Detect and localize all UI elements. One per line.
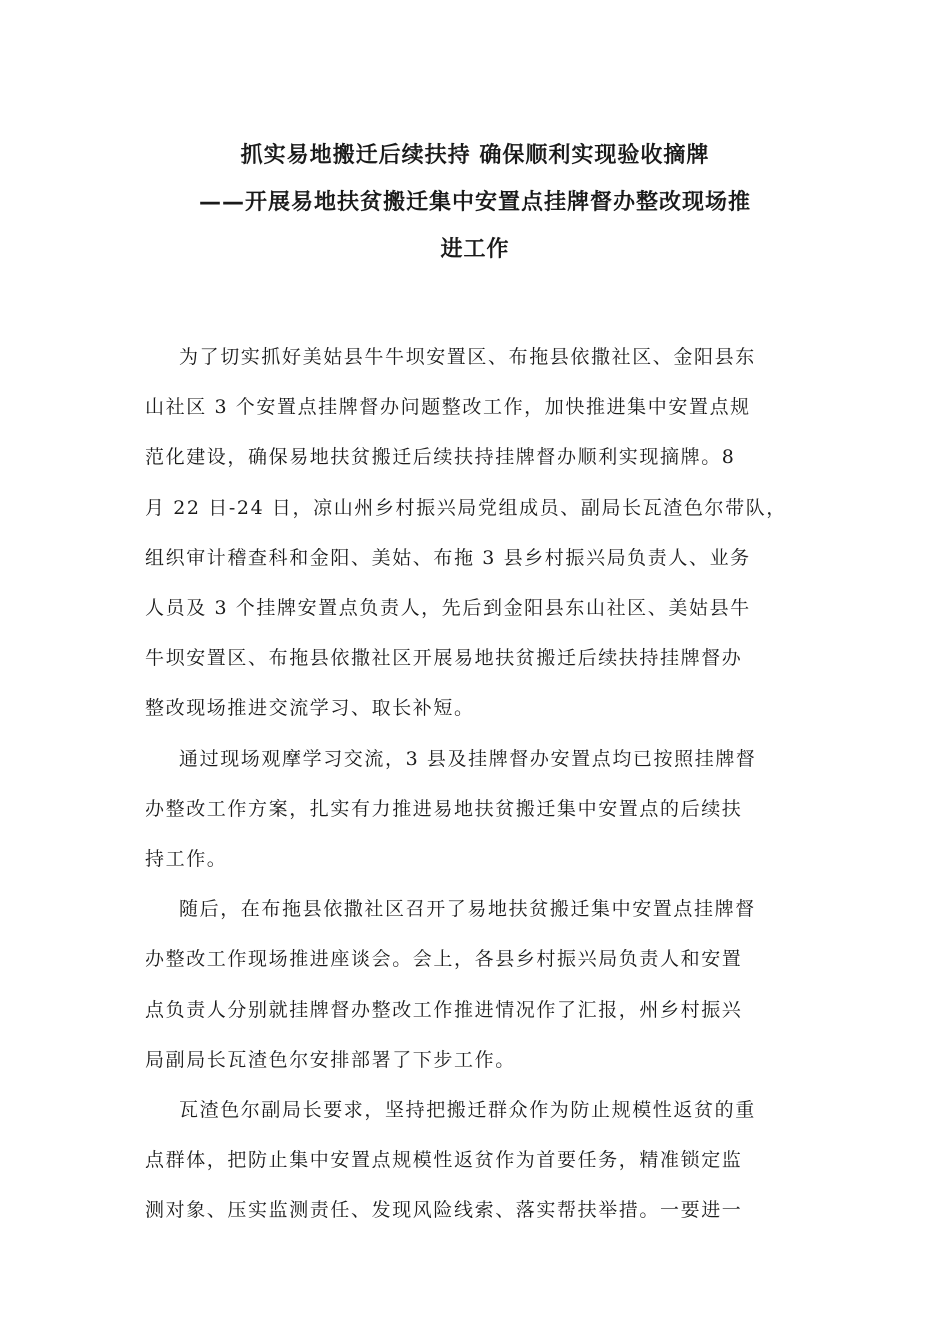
- document-body: [145, 332, 825, 1236]
- paragraph-line: 随后，在布拖县依撒社区召开了易地扶贫搬迁集中安置点挂牌督: [179, 898, 756, 921]
- paragraph-line: 点负责人分别就挂牌督办整改工作推进情况作了汇报，州乡村振兴: [145, 998, 743, 1021]
- paragraph-line: 办整改工作现场推进座谈会。会上，各县乡村振兴局负责人和安置: [145, 948, 743, 971]
- paragraph-line: 组织审计稽查科和金阳、美姑、布拖 3 县乡村振兴局负责人、业务: [145, 546, 751, 569]
- paragraph-line: 范化建设，确保易地扶贫搬迁后续扶持挂牌督办顺利实现摘牌。8: [145, 446, 736, 469]
- subtitle-line: ——开展易地扶贫搬迁集中安置点挂牌督办整改现场推: [198, 190, 751, 215]
- paragraph: [145, 884, 825, 1085]
- paragraph-line: 山社区 3 个安置点挂牌督办问题整改工作，加快推进集中安置点规: [145, 396, 751, 419]
- paragraph-line: 局副局长瓦渣色尔安排部署了下步工作。: [145, 1048, 516, 1071]
- paragraph-line: 瓦渣色尔副局长要求，坚持把搬迁群众作为防止规模性返贫的重: [179, 1099, 756, 1122]
- title-line: 抓实易地搬迁后续扶持 确保顺利实现验收摘牌: [240, 143, 710, 168]
- paragraph-line: 测对象、压实监测责任、发现风险线索、落实帮扶举措。一要进一: [145, 1199, 743, 1222]
- paragraph-line: 月 22 日-24 日，凉山州乡村振兴局党组成员、副局长瓦渣色尔带队，: [145, 496, 787, 519]
- paragraph-line: 整改现场推进交流学习、取长补短。: [145, 697, 475, 720]
- paragraph: [145, 332, 825, 734]
- paragraph: [145, 1085, 825, 1236]
- document-title: [100, 132, 850, 273]
- paragraph-line: 点群体，把防止集中安置点规模性返贫作为首要任务，精准锁定监: [145, 1149, 743, 1172]
- paragraph-line: 为了切实抓好美姑县牛牛坝安置区、布拖县依撒社区、金阳县东: [179, 346, 756, 368]
- paragraph-line: 持工作。: [145, 848, 228, 871]
- paragraph-line: 办整改工作方案，扎实有力推进易地扶贫搬迁集中安置点的后续扶: [145, 797, 743, 820]
- paragraph-line: 人员及 3 个挂牌安置点负责人，先后到金阳县东山社区、美姑县牛: [145, 597, 751, 620]
- paragraph-line: 通过现场观摩学习交流，3 县及挂牌督办安置点均已按照挂牌督: [179, 747, 757, 770]
- paragraph-line: 牛坝安置区、布拖县依撒社区开展易地扶贫搬迁后续扶持挂牌督办: [145, 647, 743, 670]
- subtitle-line-continued: 进工作: [440, 237, 510, 262]
- paragraph: [145, 734, 825, 885]
